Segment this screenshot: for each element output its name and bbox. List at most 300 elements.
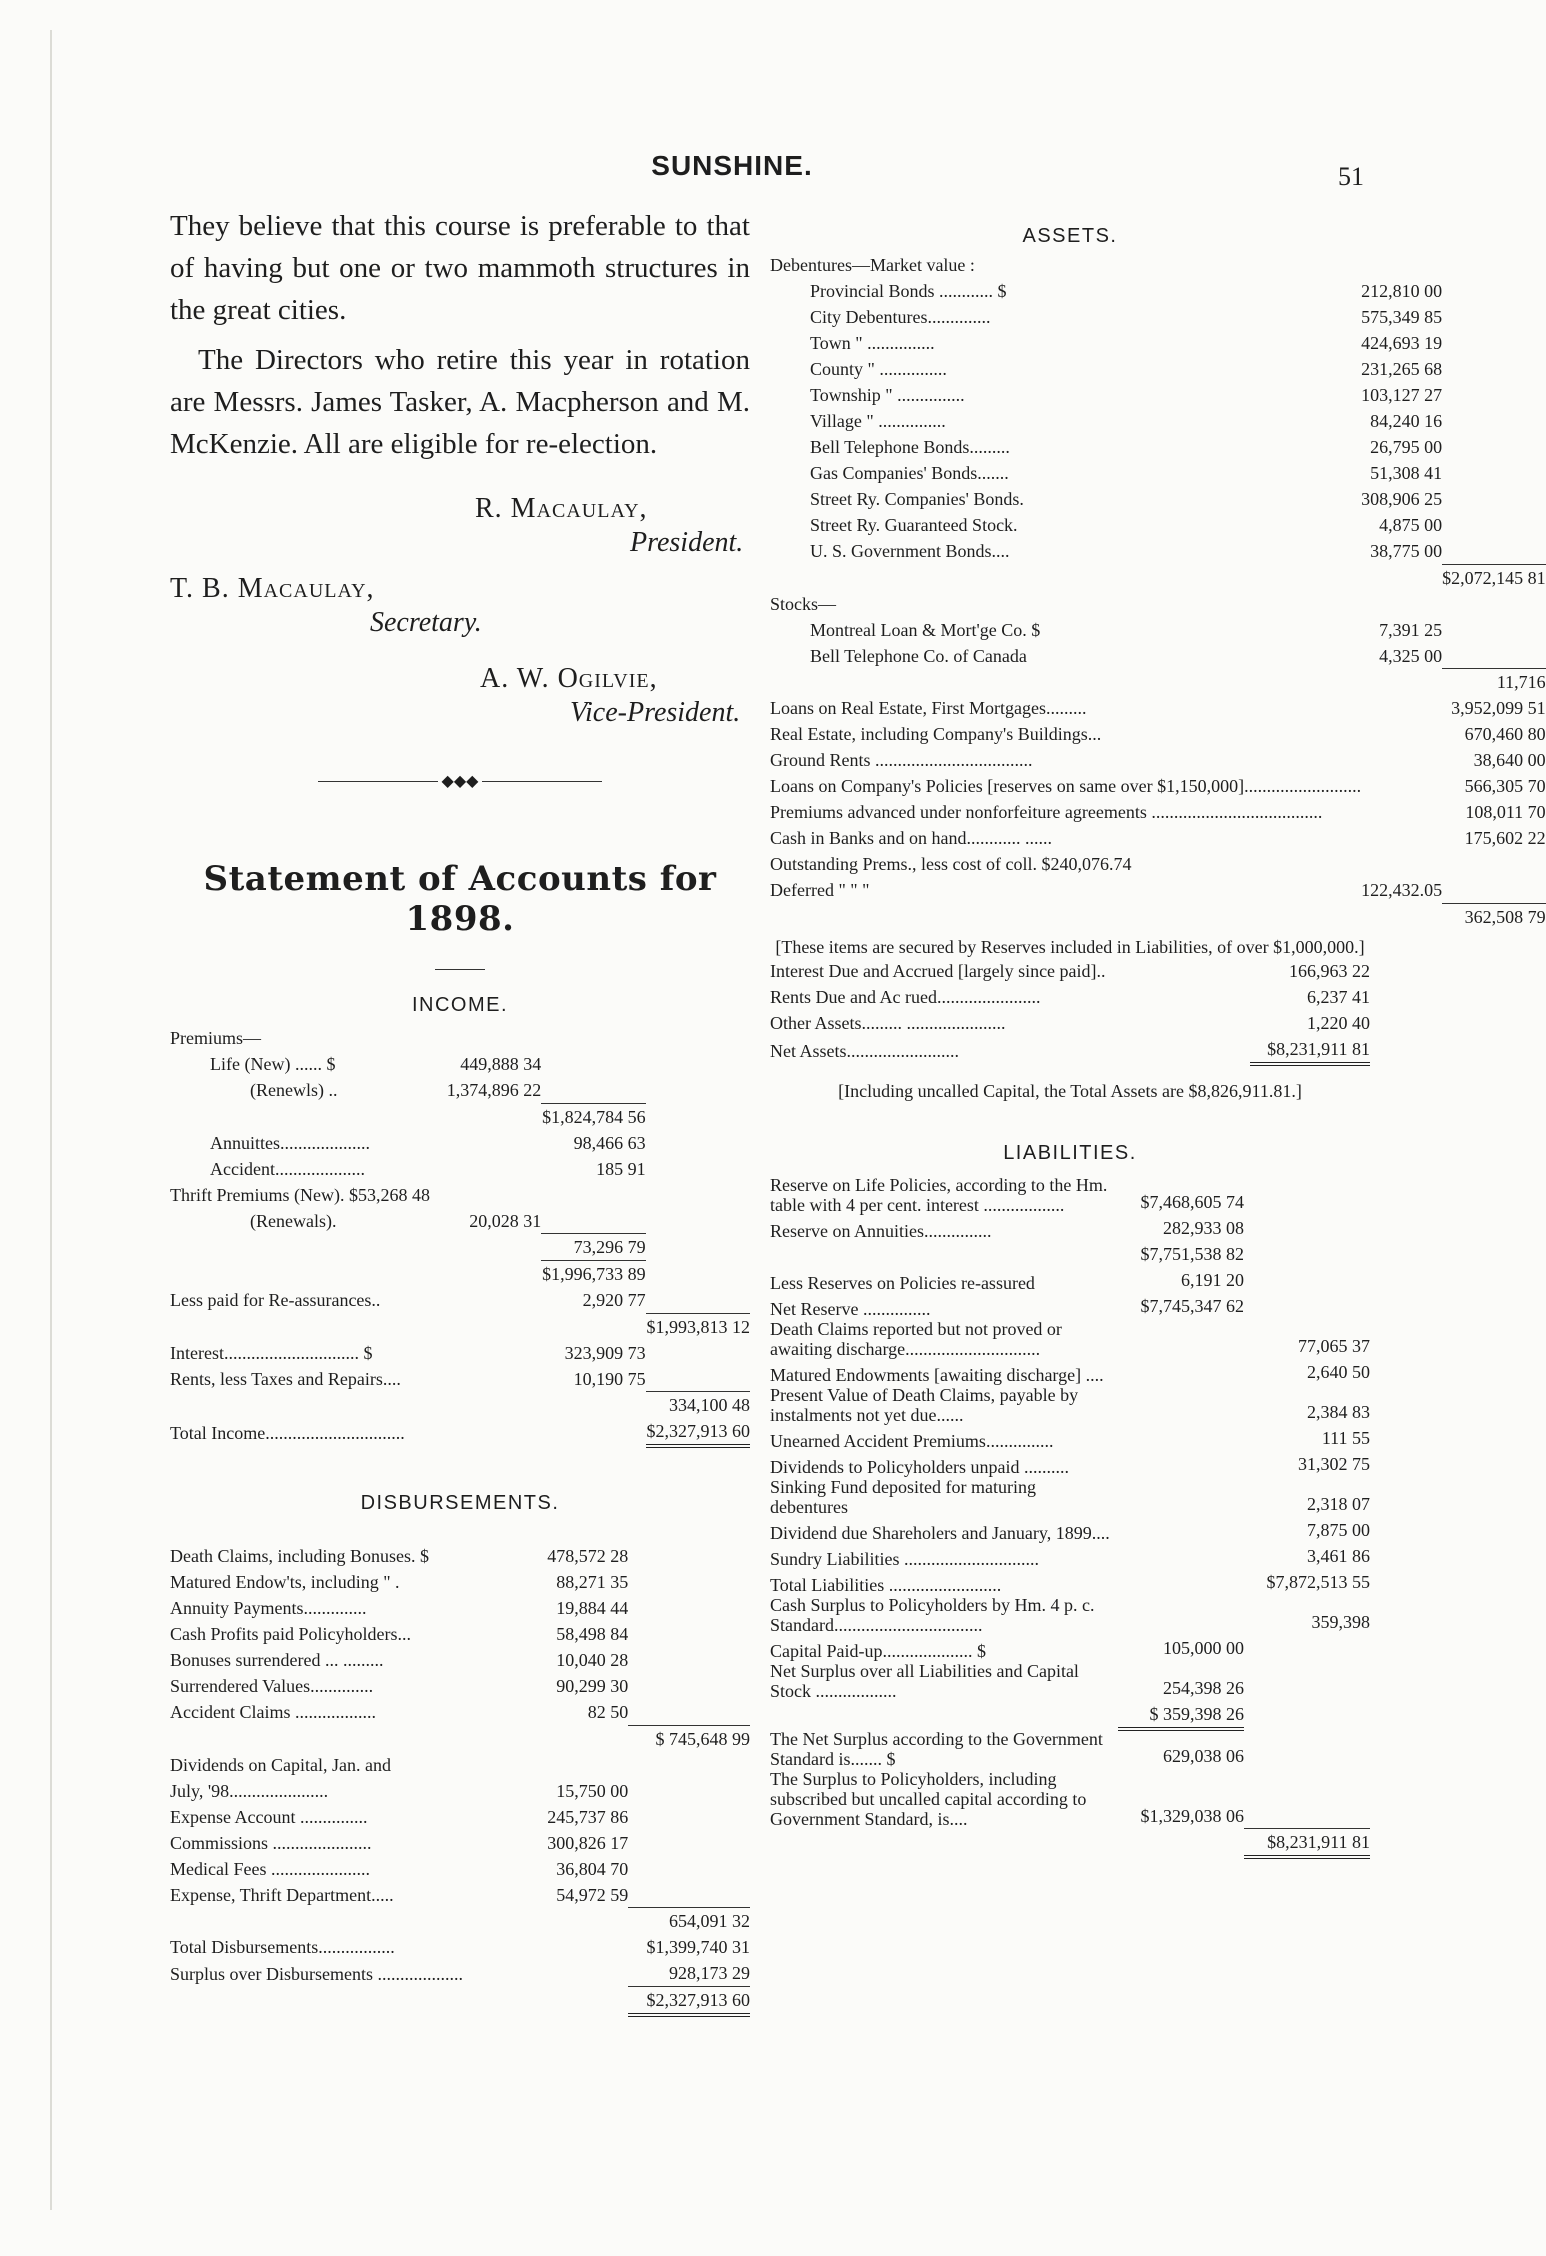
row-label: Present Value of Death Claims, payable by instalments not yet due...... xyxy=(770,1384,1079,1425)
table-row xyxy=(770,1293,1370,1319)
table-row xyxy=(170,1103,750,1130)
row-amount: 478,572 28 xyxy=(547,1546,629,1566)
row-amount: 90,299 30 xyxy=(556,1676,629,1696)
row-amount xyxy=(506,1752,628,1778)
table-row xyxy=(770,1543,1370,1569)
row-amount: 928,173 29 xyxy=(669,1963,750,1983)
row-amount xyxy=(437,1392,541,1419)
right-column xyxy=(770,225,1546,1859)
table-row xyxy=(170,1543,750,1569)
table-row xyxy=(170,1856,750,1882)
row-label: Township " ............... xyxy=(810,385,965,405)
row-label: Less Reserves on Policies re-assured xyxy=(770,1272,1035,1293)
row-amount xyxy=(628,1647,750,1673)
row-amount xyxy=(506,1960,628,1987)
table-row xyxy=(170,1987,750,2016)
income-table xyxy=(170,1025,750,1448)
row-amount xyxy=(1442,591,1546,617)
row-label xyxy=(770,669,1361,696)
row-amount: 84,240 16 xyxy=(1370,411,1443,431)
row-label: Dividends on Capital, Jan. and xyxy=(170,1754,391,1775)
table-row xyxy=(770,1829,1370,1858)
table-row xyxy=(770,1241,1370,1267)
row-label: Accident.................... xyxy=(210,1158,365,1179)
row-label xyxy=(170,1261,437,1288)
row-label xyxy=(170,1908,506,1935)
row-amount: 2,384 83 xyxy=(1307,1401,1370,1422)
row-label: U. S. Government Bonds.... xyxy=(810,541,1010,561)
row-label: Ground Rents ................................... xyxy=(770,750,1033,770)
row-amount: 36,804 70 xyxy=(556,1858,629,1879)
row-label: Debentures—Market value : xyxy=(770,255,975,275)
row-amount xyxy=(1361,799,1442,825)
table-row xyxy=(170,1569,750,1595)
row-amount xyxy=(1442,512,1546,538)
statement-title: Statement of Accounts for 1898. xyxy=(203,859,717,939)
row-amount xyxy=(646,1156,750,1182)
row-label: Matured Endow'ts, including " . xyxy=(170,1572,400,1592)
row-amount: $1,399,740 31 xyxy=(646,1937,750,1957)
row-label: Rents Due and Ac rued....................... xyxy=(770,986,1041,1007)
table-row xyxy=(770,1425,1370,1451)
row-amount xyxy=(541,1208,645,1234)
table-row xyxy=(170,1025,750,1051)
row-amount: $1,993,813 12 xyxy=(646,1313,750,1340)
table-row xyxy=(770,1477,1370,1517)
table-row xyxy=(770,984,1370,1010)
row-amount: 26,795 00 xyxy=(1370,437,1443,457)
row-label: Annuity Payments.............. xyxy=(170,1598,367,1618)
table-row xyxy=(770,356,1546,382)
table-row xyxy=(170,1392,750,1419)
row-amount: 20,028 31 xyxy=(469,1210,542,1231)
row-amount: $ 359,398 26 xyxy=(1118,1701,1244,1729)
row-amount xyxy=(628,1752,750,1778)
signature-title: President. xyxy=(630,527,744,558)
row-amount xyxy=(646,1182,750,1208)
row-amount xyxy=(1361,564,1442,591)
row-amount xyxy=(628,1569,750,1595)
row-label xyxy=(770,903,1361,930)
row-amount: 2,640 50 xyxy=(1307,1361,1370,1382)
row-amount xyxy=(437,1261,541,1288)
row-amount xyxy=(1244,1769,1370,1829)
row-amount xyxy=(1442,643,1546,669)
row-amount: $1,329,038 06 xyxy=(1140,1805,1244,1826)
table-row xyxy=(170,1366,750,1392)
row-amount xyxy=(1244,1175,1370,1215)
row-amount xyxy=(646,1130,750,1156)
row-amount xyxy=(628,1830,750,1856)
row-label: Cash in Banks and on hand............ ...... xyxy=(770,828,1052,848)
table-row xyxy=(170,1699,750,1725)
row-amount xyxy=(1361,773,1442,799)
row-label: Bell Telephone Co. of Canada xyxy=(810,645,1027,666)
row-amount xyxy=(1361,825,1442,851)
table-row xyxy=(770,669,1546,696)
liabilities-heading: LIABILITIES. xyxy=(1003,1141,1137,1164)
table-row xyxy=(770,1359,1370,1385)
row-amount: 334,100 48 xyxy=(646,1392,750,1419)
row-label: Montreal Loan & Mort'ge Co. $ xyxy=(810,619,1041,640)
table-row xyxy=(770,278,1546,304)
row-amount xyxy=(437,1025,541,1051)
row-label: Deferred " " " xyxy=(770,880,870,900)
row-amount xyxy=(1244,1701,1370,1729)
row-amount: 185 91 xyxy=(596,1158,646,1179)
row-amount xyxy=(437,1313,541,1340)
row-amount: 212,810 00 xyxy=(1361,281,1443,301)
table-row xyxy=(170,1882,750,1908)
row-amount: 1,220 40 xyxy=(1307,1012,1370,1033)
row-amount: 175,602 22 xyxy=(1464,828,1546,848)
row-amount: 88,271 35 xyxy=(556,1572,629,1592)
row-amount: 122,432.05 xyxy=(1361,880,1443,900)
row-amount: 4,325 00 xyxy=(1379,645,1443,666)
row-amount xyxy=(541,1392,645,1419)
assets-table-2 xyxy=(770,958,1370,1066)
row-amount xyxy=(1442,486,1546,512)
row-amount xyxy=(1244,1293,1370,1319)
row-amount xyxy=(541,1182,645,1208)
table-row xyxy=(170,1156,750,1182)
row-amount xyxy=(437,1103,541,1130)
row-label: Premiums advanced under nonforfeiture agreements ...................................... xyxy=(770,802,1323,822)
table-row xyxy=(170,1182,750,1208)
row-amount xyxy=(1244,1241,1370,1267)
row-amount xyxy=(1361,903,1442,930)
row-label: Village " ............... xyxy=(810,411,946,431)
row-amount: 15,750 00 xyxy=(556,1780,629,1801)
row-label xyxy=(170,1313,437,1340)
row-label: Provincial Bonds ............ $ xyxy=(810,281,1007,301)
row-amount: 11,716 xyxy=(1442,669,1546,696)
row-label xyxy=(770,564,1361,591)
row-amount xyxy=(646,1051,750,1077)
row-amount: 231,265 68 xyxy=(1361,359,1443,379)
row-amount: 300,826 17 xyxy=(547,1832,629,1853)
row-label: July, '98...................... xyxy=(170,1780,329,1801)
table-row xyxy=(770,538,1546,564)
row-amount: 38,775 00 xyxy=(1370,541,1443,561)
row-amount xyxy=(541,1418,645,1446)
table-row xyxy=(770,695,1546,721)
row-amount: $8,231,911 81 xyxy=(1250,1036,1370,1064)
table-row xyxy=(770,903,1546,930)
row-label: Real Estate, including Company's Buildings... xyxy=(770,724,1102,744)
row-amount xyxy=(628,1595,750,1621)
row-amount xyxy=(1442,851,1546,877)
row-label xyxy=(170,1234,437,1261)
row-label: Sinking Fund deposited for maturing debentures xyxy=(770,1476,1036,1517)
row-amount: 323,909 73 xyxy=(564,1342,646,1363)
row-label xyxy=(170,1987,506,2016)
row-amount xyxy=(1442,434,1546,460)
row-label: Life (New) ...... $ xyxy=(210,1054,336,1074)
row-label: Total Income............................... xyxy=(170,1423,405,1443)
journal-title: SUNSHINE. xyxy=(651,150,813,181)
capital-note: [Including uncalled Capital, the Total Assets are $8,826,911.81.] xyxy=(838,1080,1302,1101)
row-amount xyxy=(646,1340,750,1366)
table-row xyxy=(170,1647,750,1673)
row-amount: $7,745,347 62 xyxy=(1140,1295,1244,1316)
disbursements-heading: DISBURSEMENTS. xyxy=(360,1492,560,1514)
row-label: Death Claims, including Bonuses. $ xyxy=(170,1546,429,1566)
table-row xyxy=(170,1934,750,1960)
table-row xyxy=(170,1673,750,1699)
disbursements-table xyxy=(170,1543,750,2017)
row-amount xyxy=(646,1261,750,1288)
row-amount xyxy=(437,1156,541,1182)
row-amount: 359,398 xyxy=(1311,1611,1370,1632)
row-amount xyxy=(437,1234,541,1261)
signature-title: Vice-President. xyxy=(570,697,741,728)
row-amount xyxy=(437,1182,541,1208)
row-label: (Renewls) .. xyxy=(250,1080,338,1100)
row-label: Sundry Liabilities .............................. xyxy=(770,1548,1039,1569)
table-row xyxy=(770,382,1546,408)
table-row xyxy=(770,1175,1370,1215)
ornament-divider: ◆◆◆ xyxy=(170,771,750,811)
row-amount xyxy=(628,1621,750,1647)
row-amount xyxy=(1442,356,1546,382)
row-label xyxy=(170,1392,437,1419)
row-amount: 19,884 44 xyxy=(556,1598,629,1618)
table-row xyxy=(770,1729,1370,1769)
table-row xyxy=(770,1036,1370,1064)
table-row xyxy=(170,1595,750,1621)
table-row xyxy=(770,1215,1370,1241)
row-amount: $1,824,784 56 xyxy=(541,1103,645,1130)
signature-secretary-title xyxy=(170,607,750,653)
row-label: Total Disbursements................. xyxy=(170,1937,395,1957)
row-amount xyxy=(1118,1451,1244,1477)
row-amount: $7,468,605 74 xyxy=(1140,1191,1244,1212)
row-label: City Debentures.............. xyxy=(810,307,991,327)
left-column xyxy=(170,205,750,2017)
table-row xyxy=(170,1804,750,1830)
row-label: Surplus over Disbursements ................... xyxy=(170,1963,463,1984)
row-amount xyxy=(646,1077,750,1103)
page-number: 51 xyxy=(1338,162,1364,191)
table-row xyxy=(770,643,1546,669)
table-row xyxy=(170,1960,750,1987)
assets-table xyxy=(770,252,1546,930)
row-label: Loans on Real Estate, First Mortgages......... xyxy=(770,698,1087,718)
table-row xyxy=(770,460,1546,486)
row-label: Capital Paid-up.................... $ xyxy=(770,1640,986,1661)
table-row xyxy=(170,1621,750,1647)
row-label: Expense, Thrift Department..... xyxy=(170,1884,394,1905)
table-row xyxy=(770,773,1546,799)
row-amount: 77,065 37 xyxy=(1298,1335,1370,1356)
income-heading: INCOME. xyxy=(411,994,509,1016)
row-amount xyxy=(1361,695,1442,721)
row-amount xyxy=(1244,1215,1370,1241)
liabilities-table xyxy=(770,1175,1370,1860)
table-row xyxy=(770,1517,1370,1543)
row-amount: 1,374,896 22 xyxy=(446,1080,542,1100)
row-label xyxy=(770,1701,1118,1729)
signature-name: T. B. Macaulay, xyxy=(170,573,375,604)
row-amount: 58,498 84 xyxy=(556,1624,629,1644)
row-amount xyxy=(646,1287,750,1313)
row-amount xyxy=(628,1699,750,1725)
row-amount: 10,040 28 xyxy=(556,1650,629,1670)
row-label xyxy=(170,1725,506,1752)
row-label: Dividend due Shareholers and January, 1899.... xyxy=(770,1522,1110,1543)
table-row xyxy=(770,1595,1370,1635)
table-row xyxy=(770,252,1546,278)
row-label: Medical Fees ...................... xyxy=(170,1858,370,1879)
row-amount xyxy=(437,1130,541,1156)
table-row xyxy=(170,1234,750,1261)
row-label: Thrift Premiums (New). $53,268 48 xyxy=(170,1184,430,1205)
table-row xyxy=(770,1661,1370,1701)
row-amount xyxy=(1361,252,1442,278)
row-amount xyxy=(437,1287,541,1313)
row-label: Commissions ...................... xyxy=(170,1832,372,1853)
row-amount xyxy=(1118,1425,1244,1451)
signature-name: A. W. Ogilvie, xyxy=(480,663,658,694)
row-amount: 98,466 63 xyxy=(573,1132,646,1153)
row-amount: $2,327,913 60 xyxy=(646,1418,750,1446)
row-amount xyxy=(1361,747,1442,773)
table-row xyxy=(170,1130,750,1156)
row-amount: $ 745,648 99 xyxy=(628,1725,750,1752)
row-label: Street Ry. Guaranteed Stock. xyxy=(810,515,1018,535)
paragraph-1: They believe that this course is preferable to that of having but one or two mammoth structures in the great cities. xyxy=(170,210,750,326)
row-amount xyxy=(541,1077,645,1103)
table-row xyxy=(770,330,1546,356)
row-amount xyxy=(1442,617,1546,643)
row-label: Less paid for Re-assurances.. xyxy=(170,1290,381,1310)
table-row xyxy=(170,1908,750,1935)
row-label: Rents, less Taxes and Repairs.... xyxy=(170,1368,401,1389)
row-amount xyxy=(506,1908,628,1935)
row-amount: $2,072,145 81 xyxy=(1442,564,1546,591)
row-amount: 449,888 34 xyxy=(460,1054,542,1074)
row-amount: 51,308 41 xyxy=(1370,463,1443,483)
row-amount xyxy=(628,1856,750,1882)
table-row xyxy=(770,1769,1370,1829)
row-amount: 10,190 75 xyxy=(573,1368,646,1389)
row-amount xyxy=(1118,1829,1244,1858)
signature-title: Secretary. xyxy=(370,607,482,638)
row-amount: 654,091 32 xyxy=(628,1908,750,1935)
row-amount: 103,127 27 xyxy=(1361,385,1443,405)
row-label: Premiums— xyxy=(170,1028,262,1048)
row-label: Net Reserve ............... xyxy=(770,1298,931,1319)
row-amount xyxy=(541,1051,645,1077)
table-row xyxy=(770,1569,1370,1595)
table-row xyxy=(770,408,1546,434)
row-label: Total Liabilities ......................... xyxy=(770,1574,1002,1595)
row-amount xyxy=(1118,1319,1244,1359)
page-edge xyxy=(50,30,52,2210)
table-row xyxy=(770,1267,1370,1293)
row-label: Loans on Company's Policies [reserves on same over $1,150,000].......................... xyxy=(770,776,1362,796)
row-amount: 111 55 xyxy=(1321,1427,1370,1448)
row-amount xyxy=(1442,382,1546,408)
table-row xyxy=(770,721,1546,747)
row-label: Death Claims reported but not proved or awaiting discharge.............................. xyxy=(770,1318,1062,1359)
table-row xyxy=(770,1635,1370,1661)
signature-name: R. Macaulay, xyxy=(475,493,648,524)
table-row xyxy=(770,564,1546,591)
table-row xyxy=(770,825,1546,851)
row-amount xyxy=(541,1313,645,1340)
row-label: Other Assets......... ...................... xyxy=(770,1012,1006,1033)
row-amount: 308,906 25 xyxy=(1361,489,1443,509)
row-label xyxy=(770,1241,1118,1267)
row-amount xyxy=(506,1725,628,1752)
row-amount xyxy=(1361,851,1442,877)
row-label: Outstanding Prems., less cost of coll. $240,076.74 xyxy=(770,854,1132,874)
row-amount xyxy=(628,1882,750,1908)
row-amount: 7,875 00 xyxy=(1307,1519,1370,1540)
row-amount: 82 50 xyxy=(587,1702,629,1722)
table-row xyxy=(170,1752,750,1778)
row-amount xyxy=(506,1934,628,1960)
row-amount xyxy=(1118,1359,1244,1385)
table-row xyxy=(770,512,1546,538)
row-amount xyxy=(1118,1385,1244,1425)
row-amount xyxy=(646,1103,750,1130)
signature-president-title xyxy=(170,527,750,573)
row-label: Net Assets......................... xyxy=(770,1040,959,1061)
row-amount: 4,875 00 xyxy=(1379,515,1443,535)
row-amount: 31,302 75 xyxy=(1298,1453,1370,1474)
table-row xyxy=(770,1385,1370,1425)
row-label: Net Surplus over all Liabilities and Capital Stock .................. xyxy=(770,1660,1079,1701)
row-amount xyxy=(1442,330,1546,356)
row-amount: 7,391 25 xyxy=(1379,619,1443,640)
row-amount: 670,460 80 xyxy=(1464,724,1546,744)
row-label: Matured Endowments [awaiting discharge] .... xyxy=(770,1364,1104,1385)
row-amount xyxy=(646,1025,750,1051)
row-amount: 105,000 00 xyxy=(1163,1637,1244,1658)
table-row xyxy=(770,877,1546,903)
row-label: Town " ............... xyxy=(810,333,935,353)
row-amount xyxy=(1118,1595,1244,1635)
row-label: Reserve on Life Policies, according to the Hm. table with 4 per cent. interest .................. xyxy=(770,1174,1108,1215)
table-row xyxy=(170,1725,750,1752)
row-amount xyxy=(1244,1267,1370,1293)
row-amount xyxy=(1118,1477,1244,1517)
row-amount: 108,011 70 xyxy=(1465,802,1546,822)
row-label: Reserve on Annuities............... xyxy=(770,1220,992,1241)
reserve-note: [These items are secured by Reserves included in Liabilities, of over $1,000,000.] xyxy=(775,936,1365,957)
row-label: Gas Companies' Bonds....... xyxy=(810,463,1009,483)
table-row xyxy=(770,799,1546,825)
row-amount xyxy=(541,1025,645,1051)
row-amount xyxy=(628,1543,750,1569)
table-row xyxy=(770,304,1546,330)
row-label: Cash Surplus to Policyholders by Hm. 4 p. c. Standard................................. xyxy=(770,1594,1095,1635)
row-amount: 254,398 26 xyxy=(1163,1677,1244,1698)
row-label: Street Ry. Companies' Bonds. xyxy=(810,489,1024,509)
row-label: (Renewals). xyxy=(250,1210,337,1231)
row-label: Interest.............................. $ xyxy=(170,1342,373,1363)
table-row xyxy=(170,1051,750,1077)
row-label: Annuittes.................... xyxy=(210,1132,370,1153)
row-label: Accident Claims .................. xyxy=(170,1702,376,1722)
row-amount: 629,038 06 xyxy=(1163,1745,1244,1766)
row-amount xyxy=(1361,721,1442,747)
table-row xyxy=(770,1701,1370,1729)
table-row xyxy=(770,591,1546,617)
